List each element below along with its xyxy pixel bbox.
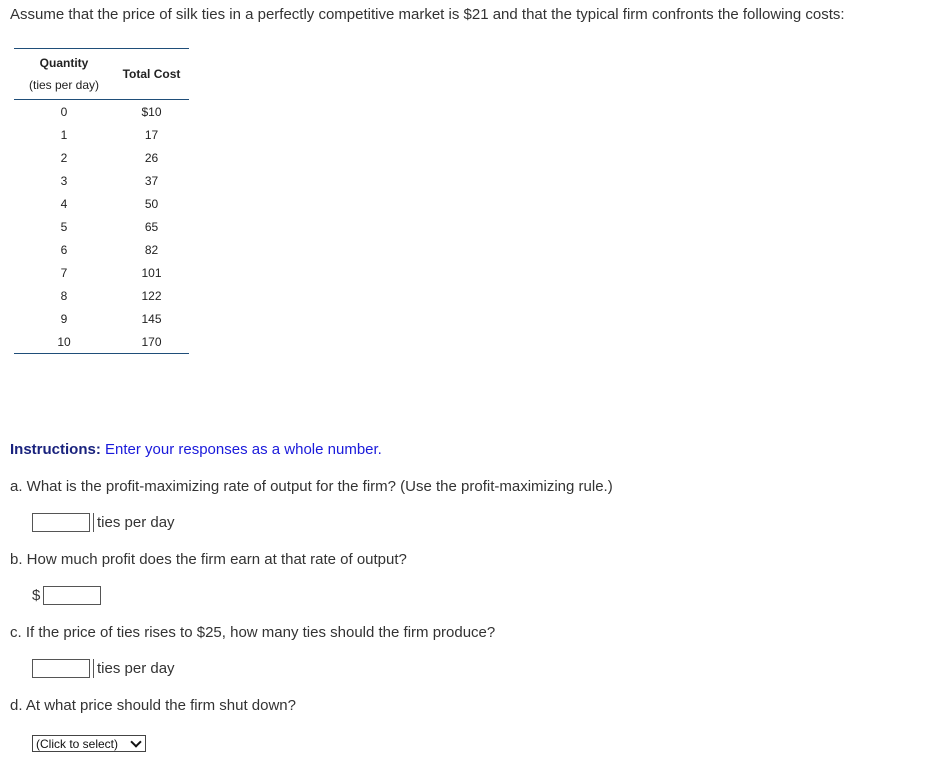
- instructions: [10, 441, 382, 458]
- cell-quantity: 1: [60, 127, 68, 142]
- cell-quantity: 6: [60, 242, 68, 257]
- cell-total-cost: 122: [141, 288, 162, 303]
- table-row: [14, 100, 189, 124]
- answer-b-dollar-sign: $: [32, 587, 41, 604]
- table-row: [14, 238, 189, 261]
- column-header-quantity-label: Quantity: [39, 56, 89, 70]
- cell-total-cost: 17: [144, 127, 159, 142]
- table-row: [14, 169, 189, 192]
- answer-a-input[interactable]: [32, 513, 90, 532]
- table-row: [14, 192, 189, 215]
- answer-c-row: [32, 659, 175, 678]
- question-a: a. What is the profit-maximizing rate of output for the firm? (Use the profit-maximizing rule.): [10, 478, 613, 495]
- chevron-down-icon: [130, 736, 141, 747]
- table-row: [14, 330, 189, 354]
- answer-c-unit: ties per day: [93, 659, 175, 678]
- answer-d-select[interactable]: [32, 735, 146, 752]
- cell-total-cost: 170: [141, 334, 162, 349]
- answer-d-select-value: (Click to select): [36, 736, 119, 751]
- cell-quantity: 0: [60, 104, 68, 119]
- answer-a-unit: ties per day: [93, 513, 175, 532]
- cell-total-cost: 65: [144, 219, 159, 234]
- answer-b-input[interactable]: [43, 586, 101, 605]
- cell-quantity: 10: [57, 334, 71, 349]
- question-c: c. If the price of ties rises to $25, how many ties should the firm produce?: [10, 624, 496, 641]
- cell-quantity: 4: [60, 196, 68, 211]
- cell-total-cost: 37: [144, 173, 159, 188]
- table-row: [14, 146, 189, 169]
- cell-total-cost: 82: [144, 242, 159, 257]
- answer-a-row: [32, 513, 175, 532]
- table-row: [14, 123, 189, 146]
- intro-text: Assume that the price of silk ties in a perfectly competitive market is $21 and that the typical firm confronts the following costs:: [10, 6, 845, 23]
- cell-total-cost: 50: [144, 196, 159, 211]
- cost-table: [14, 48, 189, 354]
- cell-total-cost: 145: [141, 311, 162, 326]
- table-row: [14, 261, 189, 284]
- cell-total-cost: 101: [141, 265, 162, 280]
- table-header-row: [14, 49, 189, 100]
- answer-b-row: [32, 586, 101, 605]
- table-row: [14, 284, 189, 307]
- column-header-total-cost: Total Cost: [114, 49, 189, 100]
- question-d: d. At what price should the firm shut down?: [10, 697, 296, 714]
- cell-quantity: 7: [60, 265, 68, 280]
- table-row: [14, 307, 189, 330]
- cell-quantity: 2: [60, 150, 68, 165]
- column-header-quantity-unit: (ties per day): [28, 78, 100, 92]
- table-row: [14, 215, 189, 238]
- cell-quantity: 3: [60, 173, 68, 188]
- cell-quantity: 8: [60, 288, 68, 303]
- question-b: b. How much profit does the firm earn at that rate of output?: [10, 551, 407, 568]
- table-body: [14, 100, 189, 354]
- cell-quantity: 5: [60, 219, 68, 234]
- instructions-lead: Instructions:: [10, 441, 101, 458]
- column-header-quantity: [14, 49, 114, 100]
- cell-quantity: 9: [60, 311, 68, 326]
- cell-total-cost: 26: [144, 150, 159, 165]
- instructions-text: Enter your responses as a whole number.: [105, 441, 382, 458]
- cell-total-cost: $10: [141, 104, 162, 119]
- answer-c-input[interactable]: [32, 659, 90, 678]
